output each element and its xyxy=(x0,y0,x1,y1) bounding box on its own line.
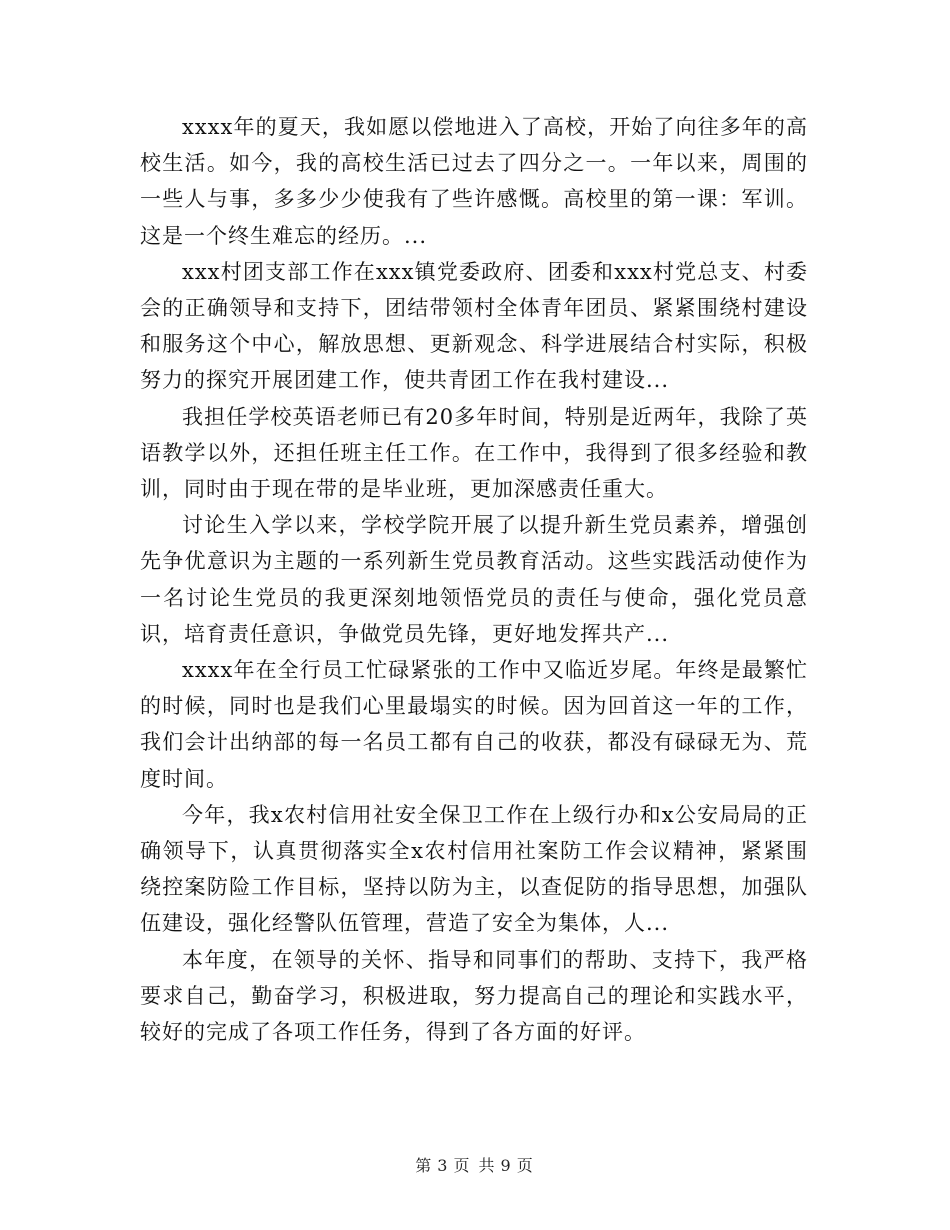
document-body xyxy=(140,109,808,1050)
paragraph-3: 我担任学校英语老师已有20多年时间，特别是近两年，我除了英语教学以外，还担任班主任工作。在工作中，我得到了很多经验和教训，同时由于现在带的是毕业班，更加深感责任重大。 xyxy=(140,404,808,502)
paragraph-1: xxxx年的夏天，我如愿以偿地进入了高校，开始了向往多年的高校生活。如今，我的高校生活已过去了四分之一。一年以来，周围的一些人与事，多多少少使我有了些许感慨。高校里的第一课：军训。这是一个终生难忘的经历。... xyxy=(140,115,808,248)
page-number: 3 xyxy=(437,1156,450,1175)
page-footer xyxy=(0,1153,950,1176)
footer-mid: 页 共 xyxy=(453,1156,497,1175)
total-pages: 9 xyxy=(500,1156,513,1175)
paragraph-6: 今年，我x农村信用社安全保卫工作在上级行办和x公安局局的正确领导下，认真贯彻落实全x农村信用社案防工作会议精神，紧紧围绕控案防险工作目标，坚持以防为主，以查促防的指导思想，加强队伍建设，强化经警队伍管理，营造了安全为集体，人... xyxy=(140,802,808,936)
footer-suffix: 页 xyxy=(516,1156,535,1175)
paragraph-2: xxx村团支部工作在xxx镇党委政府、团委和xxx村党总支、村委会的正确领导和支持下，团结带领村全体青年团员、紧紧围绕村建设和服务这个中心，解放思想、更新观念、科学进展结合村实际，积极努力的探究开展团建工作，使共青团工作在我村建设... xyxy=(140,259,808,393)
paragraph-4: 讨论生入学以来，学校学院开展了以提升新生党员素养，增强创先争优意识为主题的一系列新生党员教育活动。这些实践活动使作为一名讨论生党员的我更深刻地领悟党员的责任与使命，强化党员意识，培育责任意识，争做党员先锋，更好地发挥共产... xyxy=(140,513,808,646)
paragraph-7: 本年度，在领导的关怀、指导和同事们的帮助、支持下，我严格要求自己，勤奋学习，积极进取，努力提高自己的理论和实践水平，较好的完成了各项工作任务，得到了各方面的好评。 xyxy=(140,947,808,1045)
paragraph-5: xxxx年在全行员工忙碌紧张的工作中又临近岁尾。年终是最繁忙的时候，同时也是我们心里最塌实的时候。因为回首这一年的工作，我们会计出纳部的每一名员工都有自己的收获，都没有碌碌无为、荒度时间。 xyxy=(140,658,808,791)
footer-prefix: 第 xyxy=(415,1156,434,1175)
